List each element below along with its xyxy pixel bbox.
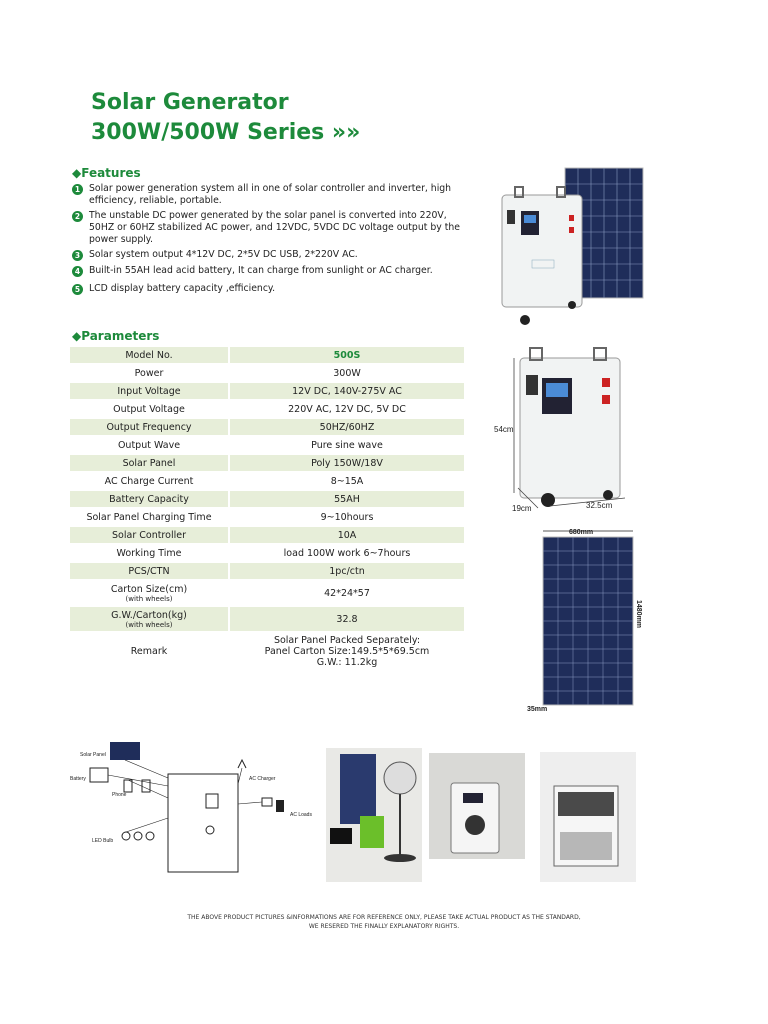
feature-item: 2 The unstable DC power generated by the solar panel is converted into 220V, 50HZ or 60HZ stabilized AC power, and 12VDC, 5VDC DC voltage output by the power supply. <box>72 210 472 246</box>
features-heading: ◆Features <box>72 166 141 180</box>
generator-outline <box>168 774 238 872</box>
table-row: Working Time load 100W work 6~7hours <box>70 545 464 561</box>
table-row: G.W./Carton(kg) (with wheels) 32.8 <box>70 607 464 631</box>
diagram-led-bulb-label: LED Bulb <box>92 838 114 844</box>
system-wiring-diagram <box>68 738 318 878</box>
bulb-icon <box>146 832 154 840</box>
table-row: Power 300W <box>70 365 464 381</box>
parameters-table <box>70 345 464 671</box>
monitor-icon <box>262 798 272 806</box>
dimension-width-label: 32.5cm <box>586 501 613 510</box>
table-row: Solar Panel Poly 150W/18V <box>70 455 464 471</box>
diagram-battery-label: Battery <box>70 776 86 782</box>
photo-generator-front <box>429 753 525 859</box>
diagram-ac-loads-label: AC Loads <box>290 812 312 818</box>
table-row: Remark Solar Panel Packed Separately: Panel Carton Size:149.5*5*69.5cm G.W.: 11.2kg <box>70 633 464 669</box>
table-row: PCS/CTN 1pc/ctn <box>70 563 464 579</box>
table-row: Battery Capacity 55AH <box>70 491 464 507</box>
parameters-heading: ◆Parameters <box>72 329 160 343</box>
photo-generator-internals <box>540 752 636 882</box>
panel-thickness-label: 35mm <box>527 706 548 713</box>
phone-icon <box>124 780 132 792</box>
title-line-1: Solar Generator <box>91 90 289 115</box>
table-row: Input Voltage 12V DC, 140V-275V AC <box>70 383 464 399</box>
bulb-icon <box>122 832 130 840</box>
plug-icon <box>238 760 246 768</box>
table-row: Output Voltage 220V AC, 12V DC, 5V DC <box>70 401 464 417</box>
table-row: AC Charge Current 8~15A <box>70 473 464 489</box>
number-badge-icon: 3 <box>72 250 83 261</box>
number-badge-icon: 4 <box>72 266 83 277</box>
solar-panel-icon <box>110 742 140 760</box>
dimension-depth-label: 19cm <box>512 504 532 513</box>
table-row: Output Wave Pure sine wave <box>70 437 464 453</box>
page-title <box>91 88 360 148</box>
diagram-solar-panel-label: Solar Panel <box>80 752 106 758</box>
feature-item: 4 Built-in 55AH lead acid battery, It can charge from sunlight or AC charger. <box>72 265 472 277</box>
photo-setup-with-fan <box>326 748 422 882</box>
title-line-2: 300W/500W Series »» <box>91 120 361 145</box>
table-row: Solar Panel Charging Time 9~10hours <box>70 509 464 525</box>
panel-width-label: 680mm <box>569 529 594 536</box>
number-badge-icon: 1 <box>72 184 83 195</box>
feature-item: 3 Solar system output 4*12V DC, 2*5V DC USB, 2*220V AC. <box>72 249 472 261</box>
battery-icon <box>90 768 108 782</box>
table-row: Output Frequency 50HZ/60HZ <box>70 419 464 435</box>
number-badge-icon: 5 <box>72 284 83 295</box>
bulb-icon <box>134 832 142 840</box>
table-row: Solar Controller 10A <box>70 527 464 543</box>
table-row: Carton Size(cm) (with wheels) 42*24*57 <box>70 581 464 605</box>
dimension-height-label: 54cm <box>494 425 514 434</box>
panel-height-label: 1480mm <box>635 600 642 629</box>
number-badge-icon: 2 <box>72 211 83 222</box>
solar-panel-dimension-drawing <box>525 525 640 715</box>
feature-item: 1 Solar power generation system all in one of solar controller and inverter, high efficiency, reliable, portable. <box>72 183 472 207</box>
disclaimer-footer: THE ABOVE PRODUCT PICTURES &INFORMATIONS ARE FOR REFERENCE ONLY, PLEASE TAKE ACTUAL PRODUCT AS THE STANDARD, WE RESERED THE FINALLY EXPLANATORY RIGHTS. <box>187 914 581 930</box>
speaker-icon <box>276 800 284 812</box>
table-row: Model No. 500S <box>70 347 464 363</box>
diagram-ac-charger-label: AC Charger <box>249 776 276 782</box>
diagram-phone-label: Phone <box>112 792 127 798</box>
feature-item: 5 LCD display battery capacity ,efficiency. <box>72 283 472 295</box>
product-photo-generator-with-panel <box>497 165 647 327</box>
generator-dimension-drawing <box>490 343 650 515</box>
features-list <box>72 183 472 298</box>
